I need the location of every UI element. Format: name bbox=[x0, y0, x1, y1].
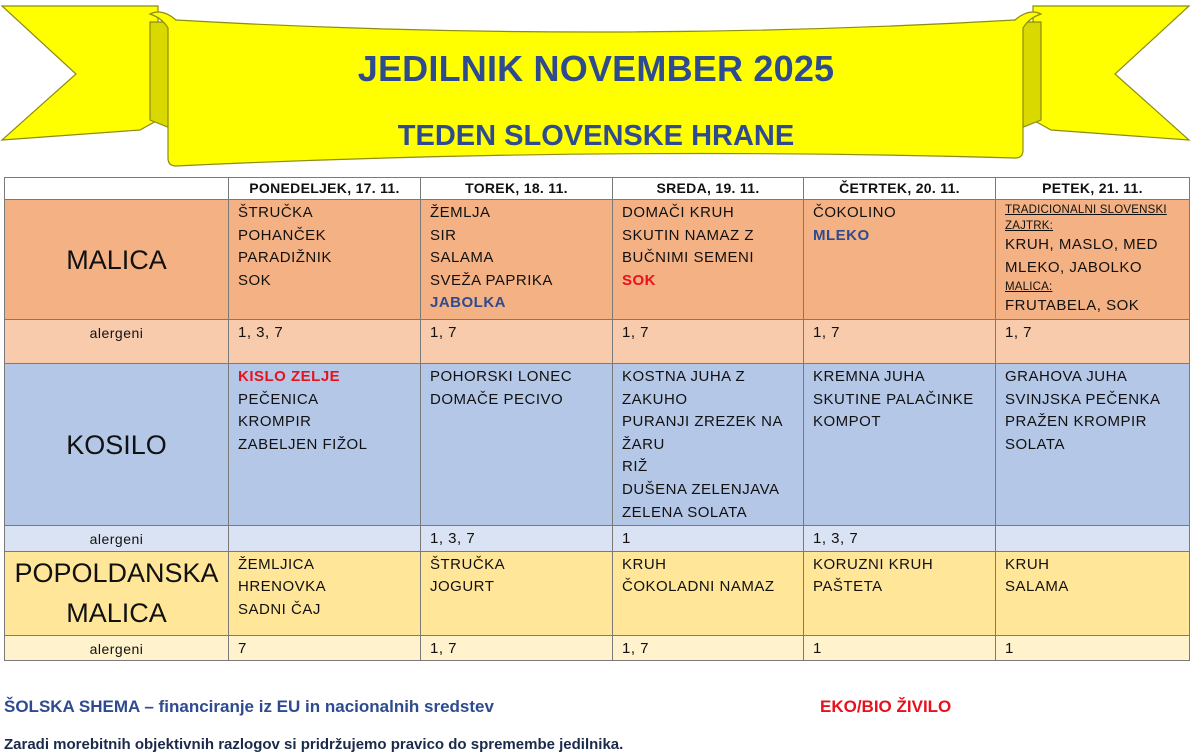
menu-cell bbox=[613, 364, 804, 526]
menu-item: KRUH bbox=[1005, 555, 1050, 573]
day-header: ČETRTEK, 20. 11. bbox=[804, 178, 996, 200]
allergens-value: 1, 7 bbox=[996, 320, 1190, 364]
menu-item-school-scheme: JABOLKA bbox=[430, 294, 507, 312]
menu-note: MALICA: bbox=[1005, 281, 1053, 294]
allergens-label: alergeni bbox=[5, 320, 229, 364]
row-label-popoldanska bbox=[5, 551, 229, 635]
menu-item: ŽEMLJICA bbox=[238, 555, 315, 573]
header-row bbox=[5, 178, 1190, 200]
menu-item: DUŠENA ZELENJAVA bbox=[622, 480, 780, 498]
menu-cell bbox=[996, 200, 1190, 320]
popoldanska-row bbox=[5, 551, 1190, 635]
menu-item: ŠTRUČKA bbox=[238, 204, 314, 221]
menu-item-school-scheme: MLEKO bbox=[813, 226, 870, 244]
menu-item: PEČENICA bbox=[238, 390, 319, 408]
menu-item: JOGURT bbox=[430, 578, 495, 596]
allergens-value: 1, 7 bbox=[421, 320, 613, 364]
menu-item: ŽARU bbox=[622, 435, 665, 453]
allergens-value bbox=[229, 526, 421, 552]
menu-item-eko: KISLO ZELJE bbox=[238, 368, 341, 385]
allergens-value: 1, 3, 7 bbox=[229, 320, 421, 364]
menu-cell bbox=[804, 364, 996, 526]
menu-item: KORUZNI KRUH bbox=[813, 555, 934, 573]
menu-item: RIŽ bbox=[622, 458, 648, 476]
row-label-malica: MALICA bbox=[5, 200, 229, 320]
menu-item: POHORSKI LONEC bbox=[430, 368, 573, 385]
kosilo-allergens-row bbox=[5, 526, 1190, 552]
menu-item: KRUH, MASLO, MED bbox=[1005, 236, 1159, 253]
menu-item: SIR bbox=[430, 226, 457, 244]
menu-item: KOMPOT bbox=[813, 413, 882, 431]
menu-item: ČOKOLINO bbox=[813, 204, 897, 221]
menu-item-eko: SOK bbox=[622, 271, 657, 289]
menu-item: SVEŽA PAPRIKA bbox=[430, 271, 553, 289]
menu-cell bbox=[229, 200, 421, 320]
day-header: PONEDELJEK, 17. 11. bbox=[229, 178, 421, 200]
ribbon-right-tail bbox=[1033, 6, 1189, 140]
menu-item: HRENOVKA bbox=[238, 578, 327, 596]
corner-cell bbox=[5, 178, 229, 200]
malica-row bbox=[5, 200, 1190, 320]
popoldanska-allergens-row bbox=[5, 635, 1190, 661]
day-header: PETEK, 21. 11. bbox=[996, 178, 1190, 200]
eko-bio-legend: EKO/BIO ŽIVILO bbox=[820, 697, 952, 716]
menu-item: SADNI ČAJ bbox=[238, 600, 321, 618]
menu-item: KROMPIR bbox=[238, 413, 312, 431]
menu-cell bbox=[421, 200, 613, 320]
page-title: JEDILNIK NOVEMBER 2025 bbox=[357, 48, 835, 89]
menu-item: BUČNIMI SEMENI bbox=[622, 249, 755, 267]
menu-cell bbox=[613, 551, 804, 635]
allergens-value: 7 bbox=[229, 635, 421, 661]
menu-item: DOMAČI KRUH bbox=[622, 204, 735, 221]
allergens-value: 1, 7 bbox=[421, 635, 613, 661]
menu-item: SOK bbox=[238, 271, 272, 289]
menu-cell bbox=[804, 200, 996, 320]
day-header: TOREK, 18. 11. bbox=[421, 178, 613, 200]
menu-note: TRADICIONALNI SLOVENSKI bbox=[1005, 204, 1167, 216]
menu-item: SALAMA bbox=[1005, 578, 1069, 596]
menu-cell bbox=[613, 200, 804, 320]
menu-item: SOLATA bbox=[1005, 435, 1065, 453]
menu-cell bbox=[996, 551, 1190, 635]
menu-item: PAŠTETA bbox=[813, 578, 883, 596]
menu-note: ZAJTRK: bbox=[1005, 220, 1054, 232]
school-scheme-note: ŠOLSKA SHEMA – financiranje iz EU in nacionalnih sredstev bbox=[4, 697, 494, 716]
menu-item: KRUH bbox=[622, 555, 667, 573]
row-label-line: MALICA bbox=[66, 598, 167, 629]
menu-item: POHANČEK bbox=[238, 226, 327, 244]
menu-table bbox=[4, 177, 1190, 661]
menu-item: ŽEMLJA bbox=[430, 204, 491, 221]
ribbon-left-tail bbox=[2, 6, 158, 140]
malica-allergens-row bbox=[5, 320, 1190, 364]
menu-item: ZELENA SOLATA bbox=[622, 503, 748, 521]
menu-cell bbox=[804, 551, 996, 635]
menu-cell bbox=[996, 364, 1190, 526]
menu-item: PURANJI ZREZEK NA bbox=[622, 413, 784, 431]
allergens-value: 1, 7 bbox=[613, 635, 804, 661]
menu-item: SKUTINE PALAČINKE bbox=[813, 390, 974, 408]
allergens-value bbox=[996, 526, 1190, 552]
allergens-value: 1, 7 bbox=[613, 320, 804, 364]
menu-cell bbox=[421, 364, 613, 526]
menu-item: ČOKOLADNI NAMAZ bbox=[622, 578, 775, 596]
day-header: SREDA, 19. 11. bbox=[613, 178, 804, 200]
menu-item: DOMAČE PECIVO bbox=[430, 390, 564, 408]
allergens-value: 1, 3, 7 bbox=[804, 526, 996, 552]
menu-cell bbox=[229, 364, 421, 526]
menu-item: FRUTABELA, SOK bbox=[1005, 297, 1140, 315]
menu-item: ZABELJEN FIŽOL bbox=[238, 435, 368, 453]
menu-item: ZAKUHO bbox=[622, 390, 688, 408]
menu-item: SKUTIN NAMAZ Z bbox=[622, 226, 755, 244]
row-label-line: POPOLDANSKA bbox=[14, 558, 219, 589]
menu-item: MLEKO, JABOLKO bbox=[1005, 258, 1143, 276]
page-subtitle: TEDEN SLOVENSKE HRANE bbox=[397, 120, 795, 152]
menu-item: KREMNA JUHA bbox=[813, 368, 926, 385]
row-label-kosilo: KOSILO bbox=[5, 364, 229, 526]
menu-item: ŠTRUČKA bbox=[430, 555, 506, 573]
menu-cell bbox=[421, 551, 613, 635]
allergens-value: 1 bbox=[996, 635, 1190, 661]
kosilo-row bbox=[5, 364, 1190, 526]
menu-item: PRAŽEN KROMPIR bbox=[1005, 413, 1148, 431]
menu-cell bbox=[229, 551, 421, 635]
menu-item: PARADIŽNIK bbox=[238, 249, 332, 267]
menu-item: SALAMA bbox=[430, 249, 494, 267]
allergens-label: alergeni bbox=[5, 526, 229, 552]
menu-item: KOSTNA JUHA Z bbox=[622, 368, 746, 385]
allergens-label: alergeni bbox=[5, 635, 229, 661]
menu-item: GRAHOVA JUHA bbox=[1005, 368, 1128, 385]
disclaimer-note: Zaradi morebitnih objektivnih razlogov si pridržujemo pravico do spremembe jedilnika. bbox=[4, 736, 624, 753]
allergens-value: 1, 7 bbox=[804, 320, 996, 364]
allergens-value: 1 bbox=[804, 635, 996, 661]
allergens-value: 1 bbox=[613, 526, 804, 552]
menu-item: SVINJSKA PEČENKA bbox=[1005, 390, 1161, 408]
allergens-value: 1, 3, 7 bbox=[421, 526, 613, 552]
